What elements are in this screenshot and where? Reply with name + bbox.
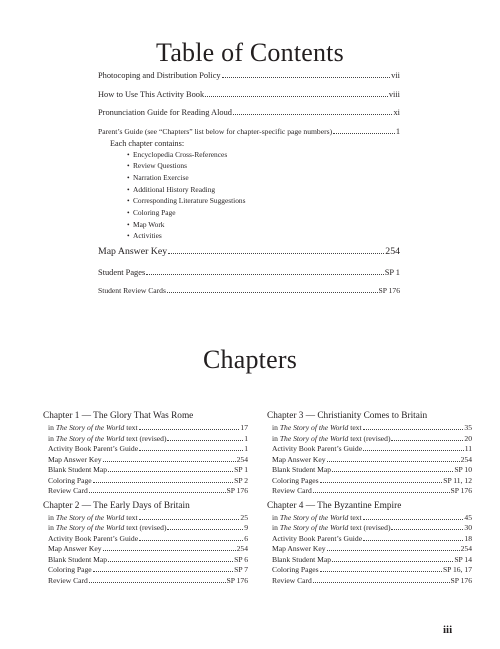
contains-list — [98, 149, 400, 243]
chapter-entry: in The Story of the World text 17 — [48, 423, 248, 432]
bullet-icon: • — [127, 207, 130, 217]
chapters-title: Chapters — [202, 345, 298, 374]
chapter-entry: Map Answer Key 254 — [48, 544, 248, 553]
chapter-entry: Coloring Pages SP 11, 12 — [272, 475, 472, 485]
chapter-heading: Chapter 4 — The Byzantine Empire — [267, 500, 402, 511]
chapter-block — [43, 410, 248, 497]
chapter-entry: Map Answer Key 254 — [48, 454, 248, 464]
chapter-entry: Map Answer Key 254 — [272, 544, 472, 553]
contains-label: Each chapter contains: — [110, 138, 185, 148]
chapter-entry: in The Story of the World text 25 — [48, 512, 248, 522]
chapter-entry: Activity Book Parent’s Guide 11 — [272, 444, 472, 453]
chapter-entry: Coloring Page SP 7 — [48, 565, 248, 574]
chapter-entry: Activity Book Parent’s Guide 6 — [48, 533, 248, 543]
chapter-block — [43, 500, 248, 587]
toc-entry: Map Answer Key 254 — [98, 246, 400, 257]
list-item: • Map Work — [127, 219, 165, 229]
chapter-entry: Coloring Pages SP 16, 17 — [272, 565, 472, 574]
page-number: iii — [443, 624, 453, 636]
list-item: • Encyclopedia Cross-References — [127, 149, 228, 159]
chapter-entry: Review Card SP 176 — [272, 575, 472, 585]
chapter-block — [267, 500, 472, 587]
toc-entry: Student Pages SP 1 — [98, 267, 400, 277]
list-item: • Corresponding Literature Suggestions — [127, 196, 246, 206]
chapter-entry: Review Card SP 176 — [48, 486, 248, 495]
list-item: • Review Questions — [127, 161, 187, 171]
toc-entry: Parent’s Guide (see “Chapters” list below for chapter-specific page numbers) 1 — [98, 126, 400, 136]
bullet-icon: • — [127, 172, 130, 182]
list-item: • Coloring Page — [127, 207, 176, 217]
list-item: • Additional History Reading — [127, 184, 216, 194]
chapter-block — [267, 410, 472, 497]
chapter-heading: Chapter 3 — Christianity Comes to Britain — [267, 411, 428, 421]
chapters-column-left — [43, 410, 248, 586]
chapter-entry: Blank Student Map SP 14 — [272, 554, 472, 564]
bullet-icon: • — [127, 231, 130, 241]
list-item: • Narration Exercise — [127, 172, 189, 182]
chapter-entry: Blank Student Map SP 6 — [48, 554, 248, 564]
bullet-icon: • — [127, 149, 130, 159]
chapter-entry: Map Answer Key 254 — [272, 454, 472, 464]
chapter-entry: in The Story of the World text (revised) 1 — [48, 433, 248, 443]
chapter-entry: Activity Book Parent’s Guide 18 — [272, 533, 472, 543]
bullet-icon: • — [127, 196, 130, 206]
chapter-entry: Blank Student Map SP 1 — [48, 465, 248, 474]
toc-entry: Student Review Cards SP 176 — [98, 286, 400, 295]
chapter-entry: in The Story of the World text 45 — [272, 512, 472, 522]
chapters-column-right — [267, 410, 472, 586]
toc-entry: Pronunciation Guide for Reading Aloud xi — [98, 108, 400, 117]
chapter-entry: Activity Book Parent’s Guide 1 — [48, 444, 248, 453]
chapter-entry: Blank Student Map SP 10 — [272, 465, 472, 474]
chapter-entry: in The Story of the World text 35 — [272, 423, 472, 432]
chapter-entry: Review Card SP 176 — [272, 486, 472, 495]
toc-title: Table of Contents — [156, 38, 344, 67]
chapter-entry: in The Story of the World text (revised) 30 — [272, 523, 472, 532]
chapter-heading: Chapter 1 — The Glory That Was Rome — [43, 411, 194, 421]
bullet-icon: • — [127, 184, 130, 194]
chapter-entry: in The Story of the World text (revised) 9 — [48, 523, 248, 532]
list-item: • Activities — [127, 231, 162, 241]
toc-entry: Photocoping and Distribution Policy vii — [98, 71, 400, 80]
chapter-entry: in The Story of the World text (revised) 20 — [272, 433, 472, 443]
toc-list — [98, 71, 400, 297]
bullet-icon: • — [127, 219, 130, 229]
bullet-icon: • — [127, 161, 130, 171]
chapter-entry: Review Card SP 176 — [48, 575, 248, 585]
chapter-entry: Coloring Page SP 2 — [48, 475, 248, 485]
toc-entry: How to Use This Activity Book viii — [98, 89, 400, 99]
chapter-heading: Chapter 2 — The Early Days of Britain — [43, 500, 190, 511]
